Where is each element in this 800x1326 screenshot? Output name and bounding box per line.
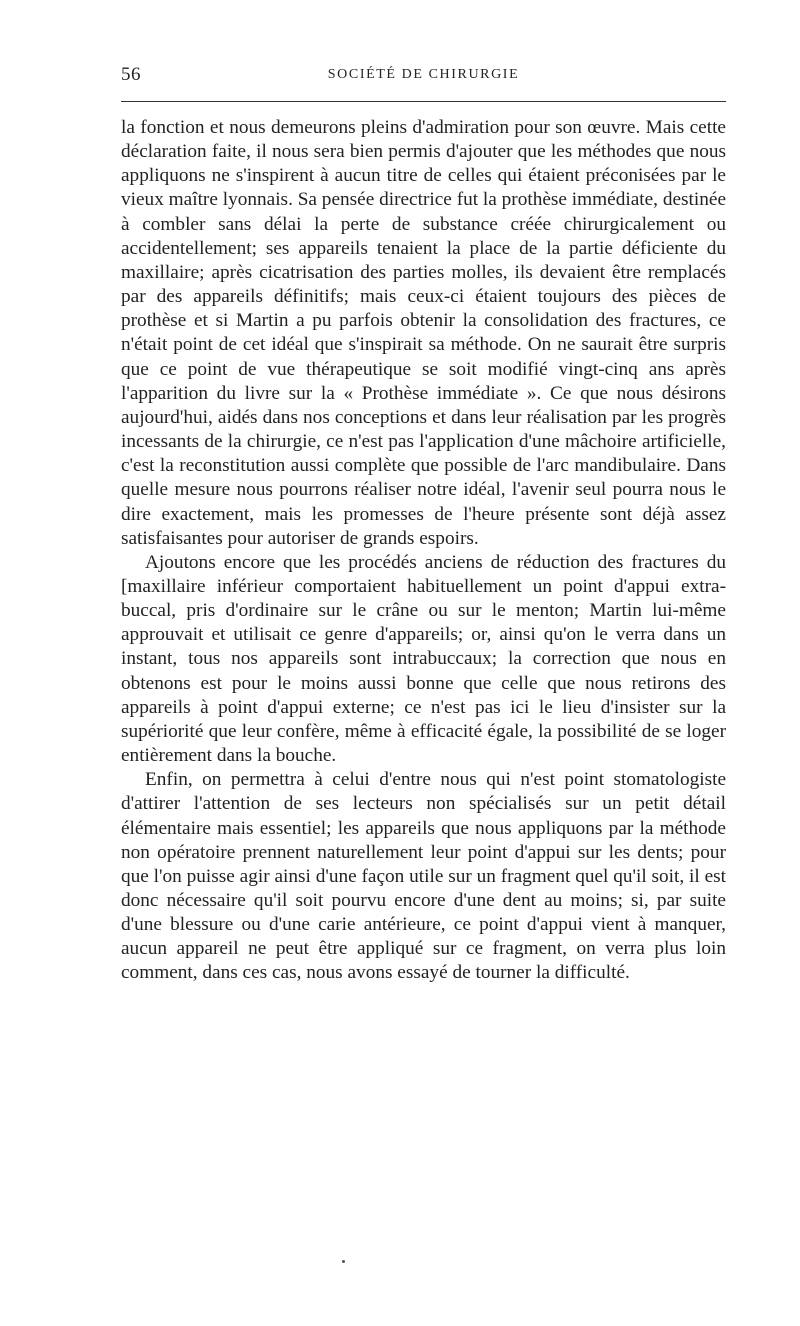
- print-speck: [342, 1260, 345, 1263]
- body-text: [121, 116, 726, 986]
- page-number: 56: [121, 64, 141, 85]
- header-rule: [121, 101, 726, 102]
- paragraph-2: Ajoutons encore que les procédés anciens de réduction des fractures du [maxillaire inférieur comportaient habituellement un point d'appui extra-buccal, pris d'ordinaire sur le crâne ou sur le menton; Martin lui-même approuvait et utilisait ce genre d'appareils; or, ainsi qu'on le verra dans un instant, tous nos appareils sont intrabuccaux; la correction que nous en obtenons est pour le moins aussi bonne que celle que nous retirons des appareils à point d'appui externe; ce n'est pas ici le lieu d'insister sur la supériorité que leur confère, même à efficacité égale, la possibilité de se loger entièrement dans la bouche.: [121, 551, 726, 767]
- running-title: SOCIÉTÉ DE CHIRURGIE: [327, 67, 520, 82]
- running-head: [121, 64, 726, 88]
- paragraph-3: Enfin, on permettra à celui d'entre nous qui n'est point stomatologiste d'attirer l'attention de ses lecteurs non spécialisés sur un petit détail élémentaire mais essentiel; les appareils que nous appliquons par la méthode non opératoire prennent naturellement leur point d'appui sur les dents; pour que l'on puisse agir ainsi d'une façon utile sur un fragment quel qu'il soit, il est donc nécessaire qu'il soit pourvu encore d'une dent au moins; si, par suite d'une blessure ou d'une carie antérieure, ce point d'appui vient à manquer, aucun appareil ne peut être appliqué sur ce fragment, on verra plus loin comment, dans ces cas, nous avons essayé de tourner la difficulté.: [121, 769, 726, 984]
- paragraph-1: la fonction et nous demeurons pleins d'admiration pour son œuvre. Mais cette déclaration faite, il nous sera bien permis d'ajouter que les méthodes que nous appliquons ne s'inspirent à aucun titre de celles qui étaient préconisées par le vieux maître lyonnais. Sa pensée directrice fut la prothèse immédiate, destinée à combler sans délai la perte de substance créée chirurgicalement ou accidentellement; ses appareils tenaient la place de la partie déficiente du maxillaire; après cicatrisation des parties molles, ils devaient être remplacés par des appareils définitifs; mais ceux-ci étaient toujours des pièces de prothèse et si Martin a pu parfois obtenir la consolidation des fractures, ce n'était point de cet idéal que s'inspirait sa méthode. On ne saurait être surpris que ce point de vue thérapeutique se soit modifié vingt-cinq ans après l'apparition du livre sur la « Prothèse immédiate ». Ce que nous désirons aujourd'hui, aidés dans nos conceptions et dans leur réalisation par les progrès incessants de la chirurgie, ce n'est pas l'application d'une mâchoire artificielle, c'est la reconstitution aussi complète que possible de l'arc mandibulaire. Dans quelle mesure nous pourrons réaliser notre idéal, l'avenir seul pourra nous le dire exactement, mais les promesses de l'heure présente sont déjà assez satisfaisantes pour autoriser de grands espoirs.: [121, 117, 726, 549]
